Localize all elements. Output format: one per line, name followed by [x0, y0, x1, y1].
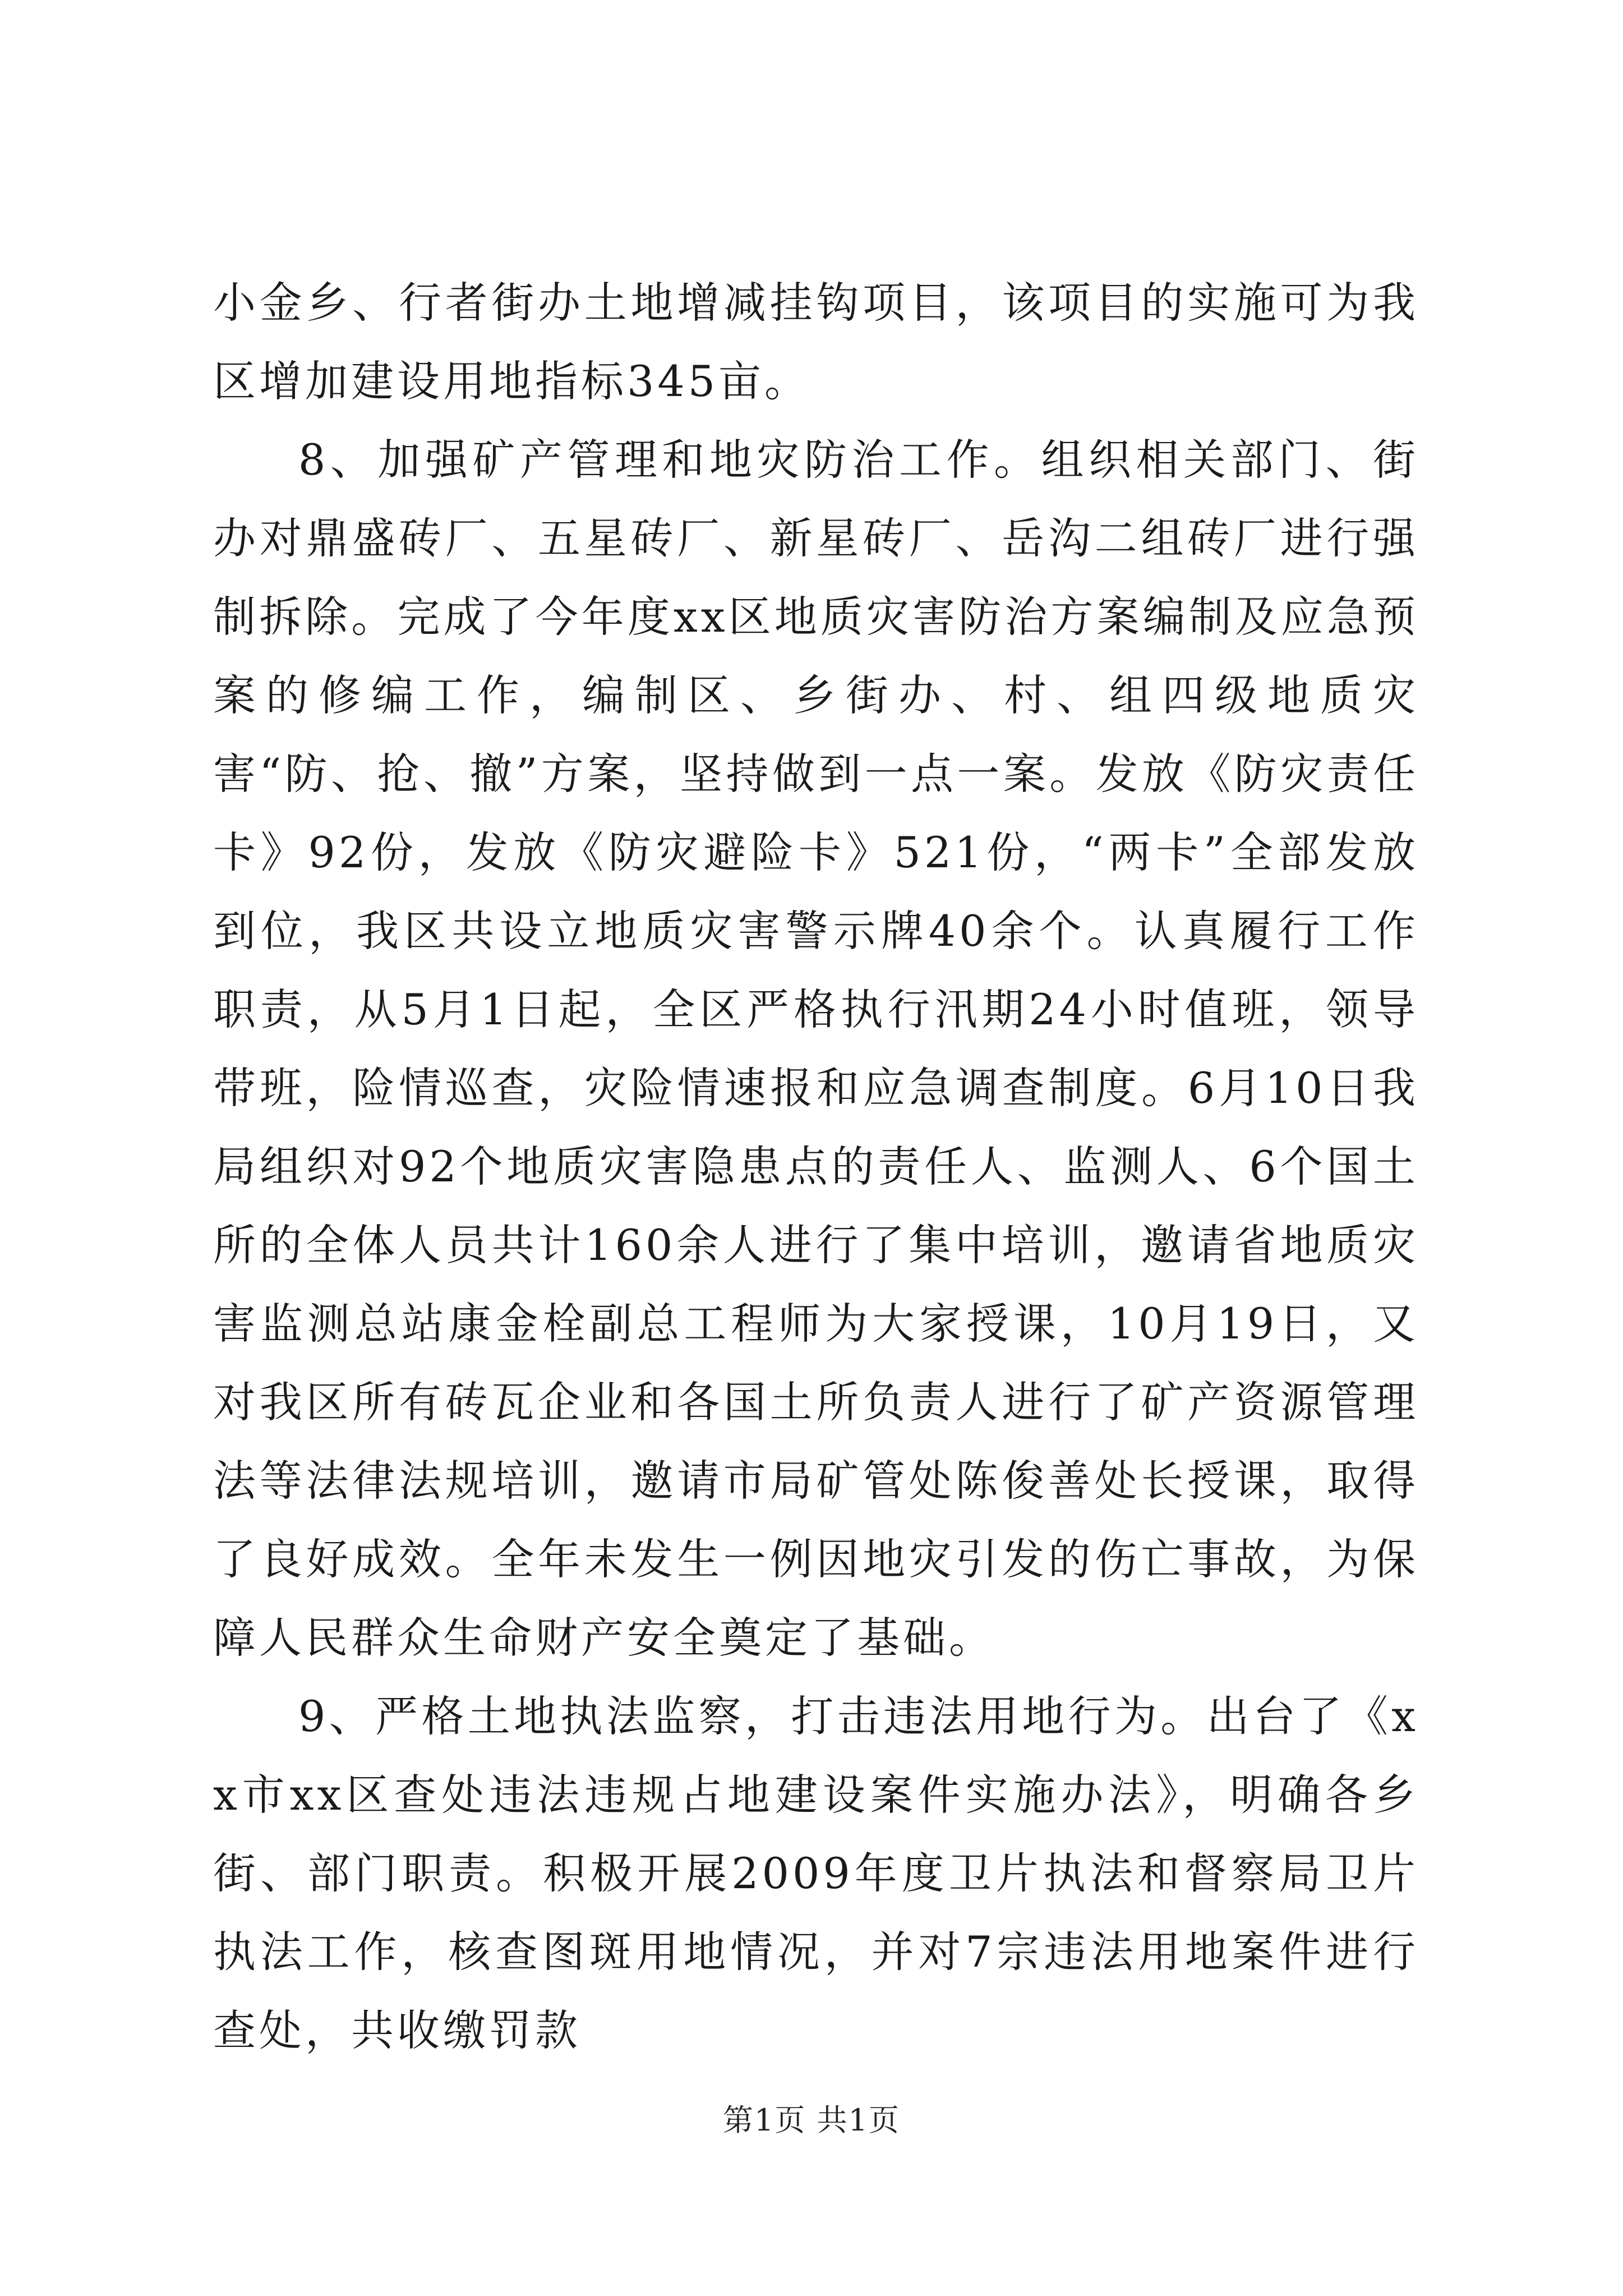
document-body — [213, 264, 1419, 2070]
paragraph-item-9: 9、严格土地执法监察，打击违法用地行为。出台了《xx市xx区查处违法违规占地建设案件实施办法》，明确各乡街、部门职责。积极开展2009年度卫片执法和督察局卫片执法工作，核查图斑用地情况，并对7宗违法用地案件进行查处，共收缴罚款 — [213, 1691, 1419, 2055]
page-footer: 第1页 共1页 — [723, 2102, 900, 2138]
paragraph-continued: 小金乡、行者街办土地增减挂钩项目，该项目的实施可为我区增加建设用地指标345亩。 — [213, 278, 1419, 406]
paragraph-item-8: 8、加强矿产管理和地灾防治工作。组织相关部门、街办对鼎盛砖厂、五星砖厂、新星砖厂、岳沟二组砖厂进行强制拆除。完成了今年度xx区地质灾害防治方案编制及应急预案的修编工作，编制区、乡街办、村、组四级地质灾害“防、抢、撤”方案，坚持做到一点一案。发放《防灾责任卡》92份，发放《防灾避险卡》521份，“两卡”全部发放到位，我区共设立地质灾害警示牌40余个。认真履行工作职责，从5月1日起，全区严格执行汛期24小时值班，领导带班，险情巡查，灾险情速报和应急调查制度。6月10日我局组织对92个地质灾害隐患点的责任人、监测人、6个国土所的全体人员共计160余人进行了集中培训，邀请省地质灾害监测总站康金栓副总工程师为大家授课，10月19日，又对我区所有砖瓦企业和各国土所负责人进行了矿产资源管理法等法律法规培训，邀请市局矿管处陈俊善处长授课，取得了良好成效。全年未发生一例因地灾引发的伤亡事故，为保障人民群众生命财产安全奠定了基础。 — [213, 435, 1419, 1663]
